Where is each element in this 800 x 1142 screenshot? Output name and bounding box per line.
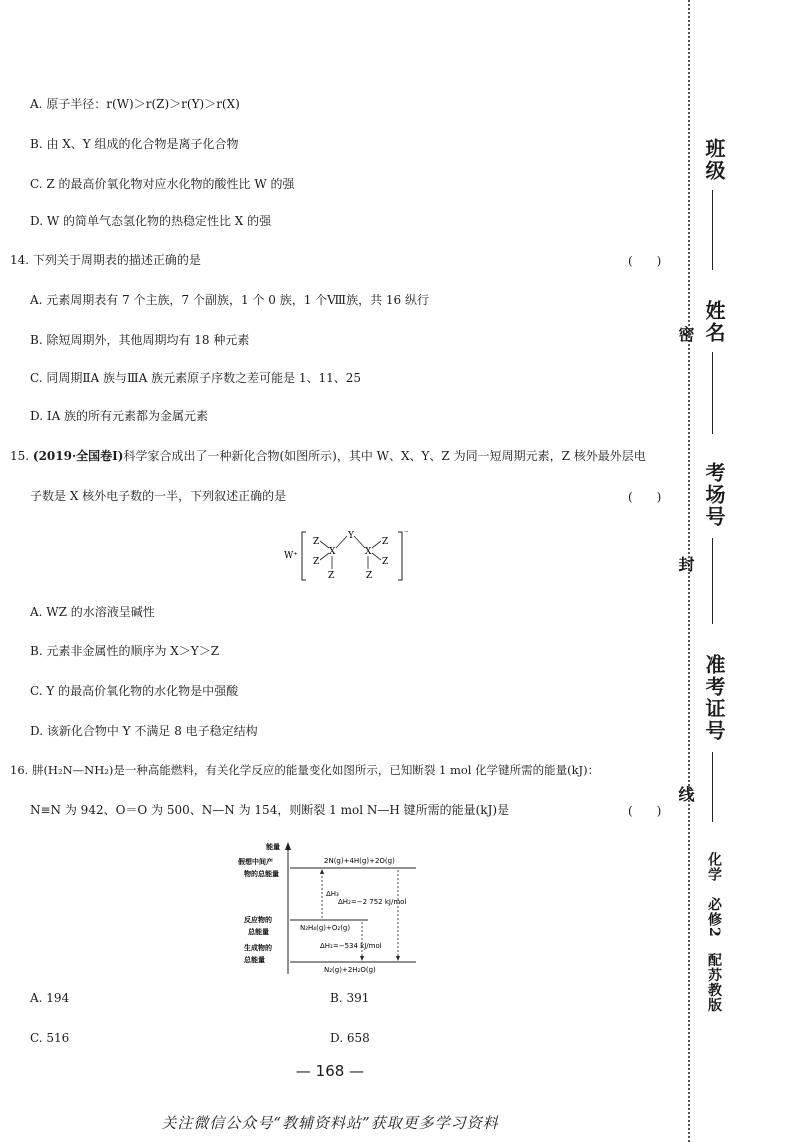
- z-bottom-left: Z: [328, 571, 335, 581]
- class-label: 班级: [702, 138, 726, 182]
- class-fill-line[interactable]: [712, 190, 713, 270]
- exam-room-label: 考场号: [702, 462, 726, 528]
- seal-mi: 密: [676, 326, 695, 342]
- q15-stem-line2: 子数是 X 核外电子数的一半，下列叙述正确的是: [30, 489, 287, 503]
- z-mid-left: Z: [313, 557, 320, 567]
- right-bracket: [398, 532, 402, 580]
- z-top-right: Z: [382, 537, 389, 547]
- name-label: 姓名: [702, 300, 726, 344]
- dh2-arrowhead: [396, 956, 400, 961]
- dh3-arrowhead: [320, 869, 324, 874]
- z-bottom-right: Z: [366, 571, 373, 581]
- q14-stem: 14. 下列关于周期表的描述正确的是: [10, 253, 201, 267]
- q16-stem-line2: N≡N 为 942、O＝O 为 500、N—N 为 154，则断裂 1 mol N—H 键所需的能量(kJ)是: [30, 803, 510, 817]
- book-info: 化学 必修2 配苏教版: [706, 852, 722, 1013]
- q13-option-a: A. 原子半径：r(W)＞r(Z)＞r(Y)＞r(X): [30, 97, 240, 111]
- dh1-label: ΔH₁=−534 kJ/mol: [320, 942, 382, 950]
- x-right: X: [365, 547, 372, 557]
- q13-option-b: B. 由 X、Y 组成的化合物是离子化合物: [30, 137, 239, 151]
- q15-stem-text: 科学家合成出了一种新化合物(如图所示)，其中 W、X、Y、Z 为同一短周期元素，Z 核外最外层电: [123, 449, 646, 463]
- q16-stem-line1: 16. 肼(H₂N—NH₂)是一种高能燃料，有关化学反应的能量变化如图所示，已知断裂 1 mol 化学键所需的能量(kJ)：: [10, 763, 600, 777]
- q13-option-d: D. W 的简单气态氢化物的热稳定性比 X 的强: [30, 214, 272, 228]
- structure-charge: ⁻: [404, 529, 409, 539]
- q13-option-c: C. Z 的最高价氧化物对应水化物的酸性比 W 的强: [30, 177, 295, 191]
- energy-axis-label: 能量: [266, 843, 280, 851]
- level3-label-line2: 总能量: [244, 956, 265, 964]
- q14-option-d: D. ⅠA 族的所有元素都为金属元素: [30, 409, 209, 423]
- level2-label-line2: 总能量: [248, 928, 269, 936]
- left-bracket: [302, 532, 306, 580]
- q16-option-a: A. 194: [30, 991, 70, 1005]
- level1-species: 2N(g)+4H(g)+2O(g): [324, 857, 395, 865]
- q14-option-a: A. 元素周期表有 7 个主族，7 个副族，1 个 0 族，1 个Ⅷ族，共 16 纵行: [30, 293, 429, 307]
- seal-xian: 线: [676, 786, 695, 802]
- q16-option-c: C. 516: [30, 1031, 70, 1045]
- level1-label-line2: 物的总能量: [244, 870, 279, 878]
- q16-energy-diagram: [238, 838, 418, 978]
- q15-stem-line1: 15. (2019·全国卷Ⅰ)科学家合成出了一种新化合物(如图所示)，其中 W、X、Y、Z 为同一短周期元素，Z 核外最外层电: [10, 449, 646, 463]
- q15-option-a: A. WZ 的水溶液呈碱性: [30, 605, 155, 619]
- q16-answer-paren: ( ): [628, 804, 662, 818]
- q15-option-d: D. 该新化合物中 Y 不满足 8 电子稳定结构: [30, 724, 258, 738]
- name-fill-line[interactable]: [712, 352, 713, 434]
- seal-feng: 封: [676, 556, 695, 572]
- structure-cation: W⁺: [284, 551, 299, 561]
- energy-axis-arrow: [285, 842, 291, 850]
- footer-note: 关注微信公众号“教辅资料站”获取更多学习资料: [161, 1114, 499, 1132]
- q14-option-c: C. 同周期ⅡA 族与ⅢA 族元素原子序数之差可能是 1、11、25: [30, 371, 362, 385]
- q14-option-b: B. 除短周期外，其他周期均有 18 种元素: [30, 333, 250, 347]
- q15-option-b: B. 元素非金属性的顺序为 X＞Y＞Z: [30, 644, 220, 658]
- q16-option-b: B. 391: [330, 991, 370, 1005]
- ticket-fill-line[interactable]: [712, 752, 713, 822]
- dh3-label: ΔH₃: [326, 890, 339, 898]
- q15-option-c: C. Y 的最高价氧化物的水化物是中强酸: [30, 684, 239, 698]
- q15-source: (2019·全国卷Ⅰ): [32, 449, 124, 463]
- dh1-arrowhead: [360, 956, 364, 961]
- y-center: Y: [348, 531, 354, 541]
- exam-room-fill-line[interactable]: [712, 538, 713, 624]
- q15-structure-diagram: [284, 528, 414, 584]
- dh2-label: ΔH₂=−2 752 kJ/mol: [338, 898, 407, 906]
- q16-option-d: D. 658: [330, 1031, 370, 1045]
- ticket-label: 准考证号: [702, 654, 726, 742]
- level2-label-line1: 反应物的: [244, 916, 272, 924]
- x-left: X: [329, 547, 336, 557]
- level1-label-line1: 假想中间产: [238, 858, 273, 866]
- q15-answer-paren: ( ): [628, 490, 662, 504]
- level3-species: N₂(g)+2H₂O(g): [324, 966, 376, 974]
- level3-label-line1: 生成物的: [244, 944, 272, 952]
- page-number: — 168 —: [295, 1062, 365, 1080]
- z-top-left: Z: [313, 537, 320, 547]
- level2-species: N₂H₄(g)+O₂(g): [300, 924, 351, 932]
- q14-answer-paren: ( ): [628, 254, 662, 268]
- z-mid-right: Z: [382, 557, 389, 567]
